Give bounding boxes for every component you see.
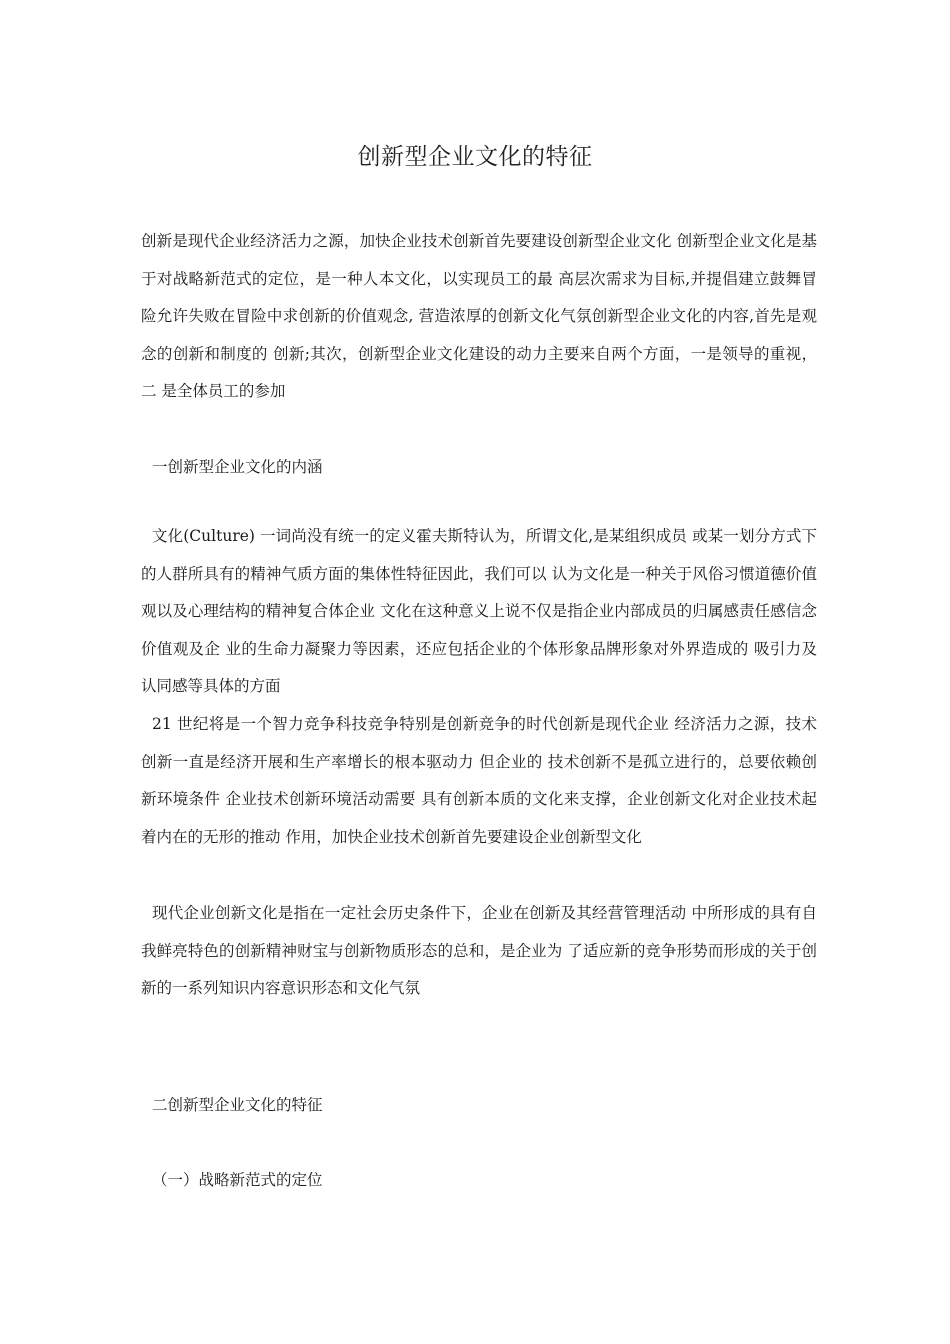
section1-paragraph-1: 文化(Culture) 一词尚没有统一的定义霍夫斯特认为，所谓文化,是某组织成员 或某一划分方式下的人群所具有的精神气质方面的集体性特征因此，我们可以 认为文化是一种关于风俗习惯道德价值观以及心理结构的精神复合体企业 文化在这种意义上说不仅是指企业内部成员的归属感责任感信念价值观及企 业的生命力凝聚力等因素，还应包括企业的个体形象品牌形象对外界造成的 吸引力及认同感等具体的方面 (141, 527, 817, 695)
document-title: 创新型企业文化的特征 (357, 144, 593, 170)
subsection-heading-1: （一）战略新范式的定位 (152, 1171, 323, 1189)
section-heading-1: 一创新型企业文化的内涵 (152, 458, 323, 476)
intro-paragraph: 创新是现代企业经济活力之源，加快企业技术创新首先要建设创新型企业文化 创新型企业文化是基于对战略新范式的定位，是一种人本文化，以实现员工的最 高层次需求为目标,并提倡建立鼓舞冒险允许失败在冒险中求创新的价值观念, 营造浓厚的创新文化气氛创新型企业文化的内容,首先是观念的创新和制度的 创新;其次，创新型企业文化建设的动力主要来自两个方面，一是领导的重视，二 是全体员工的参加 (141, 232, 817, 400)
section1-paragraph-3: 现代企业创新文化是指在一定社会历史条件下，企业在创新及其经营管理活动 中所形成的具有自我鲜亮特色的创新精神财宝与创新物质形态的总和，是企业为 了适应新的竞争形势而形成的关于创新的一系列知识内容意识形态和文化气氛 (141, 904, 817, 997)
section-heading-2: 二创新型企业文化的特征 (152, 1096, 323, 1114)
section1-paragraph-2: 21 世纪将是一个智力竞争科技竞争特别是创新竞争的时代创新是现代企业 经济活力之源，技术创新一直是经济开展和生产率增长的根本驱动力 但企业的 技术创新不是孤立进行的，总要依赖创新环境条件 企业技术创新环境活动需要 具有创新本质的文化来支撑，企业创新文化对企业技术起着内在的无形的推动 作用，加快企业技术创新首先要建设企业创新型文化 (141, 715, 817, 846)
